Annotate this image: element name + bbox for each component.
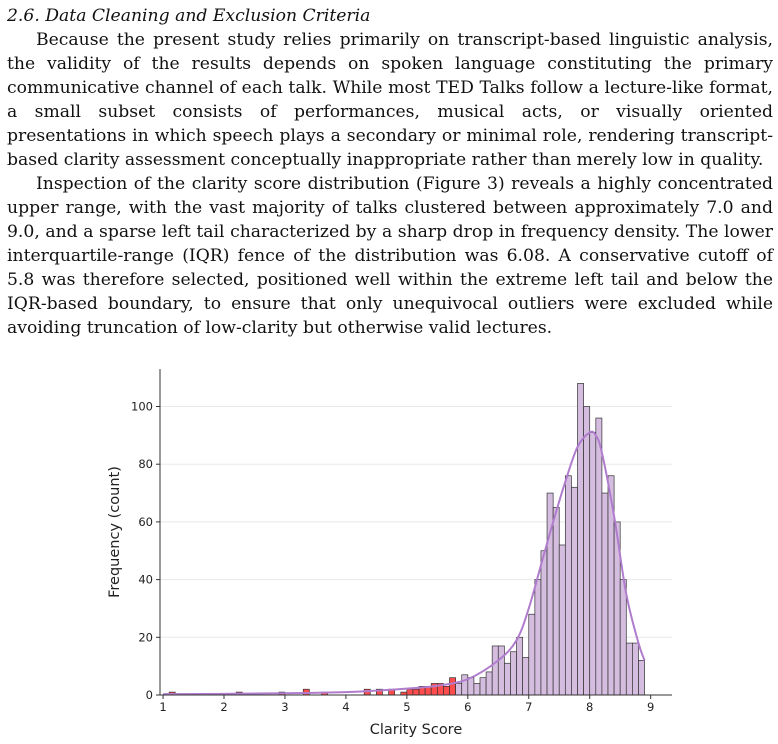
histogram-bar [486, 672, 492, 695]
histogram-bar [553, 507, 559, 695]
histogram-bar [596, 418, 602, 695]
histogram-bar [584, 407, 590, 695]
x-tick-label: 5 [403, 700, 411, 714]
x-tick-label: 3 [281, 700, 289, 714]
figure-3-histogram [0, 360, 778, 744]
histogram-bar [456, 683, 462, 695]
histogram-bar [602, 493, 608, 695]
y-tick-label: 100 [131, 399, 153, 414]
y-tick-label: 80 [138, 457, 153, 472]
histogram-bar [468, 678, 474, 695]
y-tick-label: 60 [138, 514, 153, 529]
x-tick-label: 1 [159, 700, 167, 714]
x-tick-label: 6 [464, 700, 472, 714]
paragraph-2: Inspection of the clarity score distribution (Figure 3) reveals a highly concentrated upper range, with the vast majority of talks clustered between approximately 7.0 and 9.0, and a sparse left tail characterized by a sharp drop in frequency density. The lower interquartile-range (IQR) fence of the distribution was 6.08. A conservative cutoff of 5.8 was therefore selected, positioned well within the extreme left tail and below the IQR-based boundary, to ensure that only unequivocal outliers were excluded while avoiding truncation of low-clarity but otherwise valid lectures. [7, 174, 773, 338]
histogram-bar [492, 646, 498, 695]
histogram-bar [462, 675, 468, 695]
histogram-bar [559, 545, 565, 695]
histogram-bar [474, 683, 480, 695]
histogram-bars [169, 383, 644, 695]
histogram-bar [565, 476, 571, 695]
histogram-bar [407, 689, 413, 695]
x-tick-label: 2 [220, 700, 228, 714]
histogram-bar [529, 614, 535, 695]
histogram-bar [498, 646, 504, 695]
paragraph-1: Because the present study relies primarily on transcript-based linguistic analysis, the validity of the results depends on spoken language constituting the primary communicative channel of each talk. While most TED Talks follow a lecture-like format, a small subset consists of performances, musical acts, or visually oriented presentations in which speech plays a secondary or minimal role, rendering transcript-based clarity assessment conceptually inappropriate rather than merely low in quality. [7, 30, 773, 170]
y-tick-label: 0 [145, 688, 153, 702]
histogram-bar [626, 643, 632, 695]
x-ticks [159, 695, 654, 714]
histogram-bar [590, 432, 596, 695]
y-tick-label: 40 [138, 572, 153, 587]
x-tick-label: 7 [525, 700, 533, 714]
y-ticks [131, 400, 160, 702]
histogram-bar [450, 678, 456, 695]
x-tick-label: 9 [647, 700, 655, 714]
histogram-bar [413, 689, 419, 695]
histogram-bar [523, 657, 529, 695]
x-tick-label: 4 [342, 700, 350, 714]
histogram-bar [480, 678, 486, 695]
x-tick-label: 8 [586, 700, 594, 714]
histogram-bar [504, 663, 510, 695]
histogram-bar [535, 580, 541, 695]
histogram-bar [578, 383, 584, 695]
x-axis-label: Clarity Score [369, 722, 463, 738]
y-axis-label: Frequency (count) [107, 466, 123, 598]
histogram-bar [620, 580, 626, 695]
text-block [7, 4, 773, 340]
histogram-bar [541, 551, 547, 695]
histogram-bar [638, 660, 644, 695]
histogram-bar [510, 652, 516, 695]
histogram-bar [517, 637, 523, 695]
histogram-bar [443, 686, 449, 695]
section-heading: 2.6. Data Cleaning and Exclusion Criteria [7, 6, 371, 26]
y-tick-label: 20 [138, 630, 153, 645]
histogram-bar [632, 643, 638, 695]
histogram-bar [571, 487, 577, 695]
